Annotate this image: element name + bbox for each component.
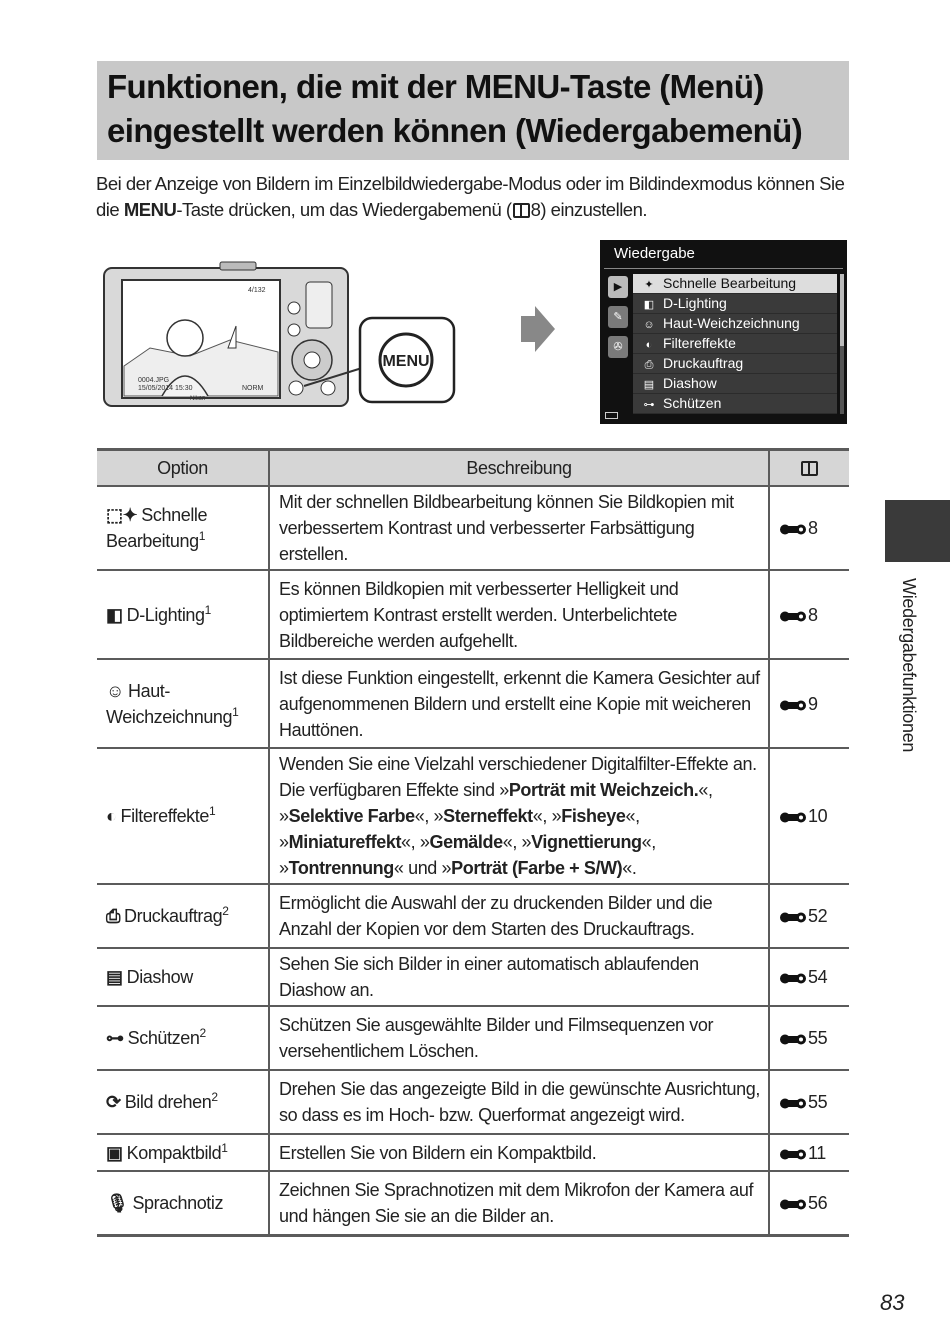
reference-page: 55: [808, 1028, 828, 1048]
menu-item-label: Haut-Weichzeichnung: [663, 315, 800, 331]
setup-icon: ✇: [608, 336, 628, 358]
reference-section-icon: [779, 1034, 807, 1045]
menu-item-label: Schützen: [663, 395, 722, 411]
option-cell: [97, 570, 269, 659]
header-description: Beschreibung: [269, 450, 769, 487]
menu-item-label: Filtereffekte: [663, 335, 736, 351]
header-reference: [769, 450, 849, 487]
table-row: [97, 948, 849, 1006]
menu-key-glyph: MENU: [464, 68, 560, 105]
reference-page: 56: [808, 1192, 828, 1213]
description-cell: Es können Bildkopien mit verbesserter Helligkeit und optimiertem Kontrast erstellt werden. Unterbelichtete Bildbereiche werden aufgehellt.: [269, 570, 769, 659]
arrow-right-icon: [521, 306, 555, 352]
option-icon: ▤: [106, 967, 123, 987]
option-icon: ▣: [106, 1142, 123, 1163]
menu-item-label: D-Lighting: [663, 295, 727, 311]
reference-section-icon: [779, 1199, 807, 1210]
menu-item[interactable]: [633, 394, 837, 414]
option-icon: 🎙: [106, 1192, 129, 1213]
effect-name: Selektive Farbe: [288, 806, 415, 826]
reference-section-icon: [779, 611, 807, 622]
description-cell: Ist diese Funktion eingestellt, erkennt die Kamera Gesichter auf aufgenommenen Bildern und erstellt eine Kopie mit weicheren Hauttönen.: [269, 659, 769, 748]
screen-divider: [604, 268, 843, 269]
option-cell: [97, 1171, 269, 1235]
option-name: Schützen: [127, 1028, 200, 1048]
option-cell: [97, 659, 269, 748]
description-cell: Ermöglicht die Auswahl der zu druckenden Bilder und die Anzahl der Kopien vor dem Starten des Druckauftrags.: [269, 884, 769, 948]
file-number: 0004.JPG: [138, 377, 170, 384]
effect-name: Fisheye: [561, 806, 626, 826]
table-row: [97, 570, 849, 659]
effect-name: Porträt (Farbe + S/W): [451, 858, 623, 878]
options-table: [97, 448, 849, 1237]
description-text: «.: [622, 858, 637, 878]
effect-name: Miniatureffekt: [288, 832, 402, 852]
option-name: Bild drehen: [124, 1092, 212, 1112]
menu-item-icon: ◧: [643, 299, 655, 311]
description-text: «, »: [279, 806, 640, 852]
menu-item[interactable]: [633, 354, 837, 374]
description-cell: Mit der schnellen Bildbearbeitung können Sie Bildkopien mit verbessertem Kontrast und verbesserter Farbsättigung erstellen.: [269, 486, 769, 570]
option-name: Druckauftrag: [124, 906, 223, 926]
table-row: [97, 1171, 849, 1235]
description-cell: Drehen Sie das angezeigte Bild in die gewünschte Ausrichtung, so dass es im Hoch- bzw. Querformat angezeigt wird.: [269, 1070, 769, 1134]
option-cell: [97, 948, 269, 1006]
table-row: [97, 1006, 849, 1070]
reference-cell: [769, 1070, 849, 1134]
reference-page: 54: [808, 967, 828, 987]
option-icon: ◧: [106, 604, 123, 625]
page-number: 83: [880, 1290, 905, 1315]
reference-page: 52: [808, 906, 828, 926]
description-text: «, »: [279, 832, 656, 878]
reference-page: 8: [808, 604, 818, 625]
table-row: [97, 748, 849, 884]
menu-button-label: MENU: [382, 353, 430, 370]
option-icon: ☺: [106, 680, 124, 701]
table-row: [97, 884, 849, 948]
option-name: Haut-Weichzeichnung: [106, 680, 233, 727]
option-icon: ◐: [106, 806, 117, 826]
quality-label: NORM: [242, 385, 264, 392]
battery-icon: [605, 412, 618, 419]
menu-item[interactable]: [633, 374, 837, 394]
description-text: «, »: [414, 806, 444, 826]
menu-item[interactable]: [633, 274, 837, 294]
option-cell: [97, 1070, 269, 1134]
camera-illustration: [100, 256, 460, 412]
reference-section-icon: [779, 912, 807, 923]
page-title: Funktionen, die mit der MENU-Taste (Menü) eingestellt werden können (Wiedergabemenü): [107, 68, 803, 149]
footnote-marker: 1: [204, 602, 211, 617]
effect-name: Gemälde: [429, 832, 503, 852]
option-name: Filtereffekte: [120, 806, 209, 826]
menu-item-icon: ▤: [643, 379, 655, 391]
reference-section-icon: [779, 1149, 807, 1160]
wrench-icon: ✎: [608, 306, 628, 328]
reference-cell: [769, 884, 849, 948]
option-name: D-Lighting: [126, 604, 205, 625]
book-icon: [801, 461, 818, 476]
reference-page: 8: [808, 518, 818, 538]
menu-item-icon: ☺: [643, 319, 655, 331]
effect-name: Sterneffekt: [443, 806, 533, 826]
menu-item-icon: ⎙: [644, 359, 654, 371]
option-icon: ⊶: [106, 1028, 124, 1048]
option-name: Diashow: [126, 967, 193, 987]
option-name: Kompaktbild: [126, 1142, 222, 1163]
menu-item-label: Diashow: [663, 375, 717, 391]
description-cell: Erstellen Sie von Bildern ein Kompaktbild.: [269, 1134, 769, 1171]
description-cell: Sehen Sie sich Bilder in einer automatisch ablaufenden Diashow an.: [269, 948, 769, 1006]
book-icon: [513, 203, 530, 218]
table-row: [97, 1070, 849, 1134]
option-cell: [97, 1134, 269, 1171]
table-row: [97, 1134, 849, 1171]
section-label: Wiedergabefunktionen: [899, 578, 919, 753]
effect-name: Porträt mit Weichzeich.: [508, 780, 699, 800]
table-row: [97, 659, 849, 748]
table-header-row: [97, 450, 849, 487]
reference-cell: [769, 1171, 849, 1235]
footnote-marker: 1: [232, 704, 239, 719]
footnote-marker: 2: [199, 1026, 206, 1040]
brand-label: Nikon: [190, 396, 206, 402]
table-row: [97, 486, 849, 570]
reference-page: 55: [808, 1092, 828, 1112]
reference-section-icon: [779, 524, 807, 535]
reference-section-icon: [779, 700, 807, 711]
option-icon: ⬚✦: [106, 505, 138, 525]
reference-cell: [769, 659, 849, 748]
reference-page: 10: [808, 806, 828, 826]
effect-name: Tontrennung: [288, 858, 394, 878]
menu-item-icon: ◐: [645, 339, 653, 351]
option-cell: [97, 748, 269, 884]
menu-item-label: Druckauftrag: [663, 355, 744, 371]
menu-item-label: Schnelle Bearbeitung: [663, 275, 797, 291]
reference-page: 9: [808, 693, 818, 714]
reference-section-icon: [779, 973, 807, 984]
option-cell: [97, 486, 269, 570]
reference-cell: [769, 1006, 849, 1070]
footnote-marker: 1: [221, 1140, 228, 1155]
date-time: 15/05/2014 15:30: [138, 385, 193, 392]
footnote-marker: 1: [198, 529, 205, 543]
description-text: «, »: [401, 832, 430, 852]
menu-item-icon: ✦: [644, 279, 654, 291]
description-text: Wenden Sie eine Vielzahl verschiedener Digitalfilter-Effekte an. Die verfügbaren Effekte sind »: [279, 754, 757, 800]
option-icon: ⟳: [106, 1092, 121, 1112]
option-icon: ⎙: [106, 906, 120, 926]
reference-cell: [769, 748, 849, 884]
menu-item[interactable]: [633, 334, 837, 354]
description-cell: Schützen Sie ausgewählte Bilder und Filmsequenzen vor versehentlichem Löschen.: [269, 1006, 769, 1070]
effect-name: Vignettierung: [531, 832, 642, 852]
reference-section-icon: [779, 812, 807, 823]
frame-counter: 4/132: [248, 287, 266, 294]
menu-key-glyph: MENU: [123, 199, 177, 220]
menu-item[interactable]: [633, 294, 837, 314]
reference-cell: [769, 948, 849, 1006]
footnote-marker: 2: [222, 904, 229, 918]
menu-item-icon: ⊶: [643, 399, 655, 411]
scrollbar-thumb: [840, 274, 844, 346]
description-text: « und »: [393, 858, 452, 878]
reference-cell: [769, 486, 849, 570]
header-option: Option: [97, 450, 269, 487]
scrollbar: [840, 274, 844, 414]
description-cell: [269, 748, 769, 884]
reference-page: 11: [808, 1142, 826, 1163]
screen-title: Wiedergabe: [614, 245, 695, 262]
footnote-marker: 1: [209, 804, 216, 818]
option-name: Schnelle Bearbeitung: [106, 505, 208, 551]
option-cell: [97, 884, 269, 948]
description-text: «, »: [279, 780, 713, 826]
description-text: «, »: [532, 806, 562, 826]
reference-cell: [769, 570, 849, 659]
reference-section-icon: [779, 1098, 807, 1109]
footnote-marker: 2: [211, 1090, 218, 1104]
reference-cell: [769, 1134, 849, 1171]
option-cell: [97, 1006, 269, 1070]
intro-paragraph: Bei der Anzeige von Bildern im Einzelbildwiedergabe-Modus oder im Bildindexmodus können Sie die MENU-Taste drücken, um das Wiedergabemenü ( 8) einzustellen.: [96, 173, 845, 220]
menu-item[interactable]: [633, 314, 837, 334]
section-tab: [885, 500, 950, 562]
description-text: «, »: [502, 832, 532, 852]
option-name: Sprachnotiz: [132, 1192, 224, 1213]
play-icon: ▶: [608, 276, 628, 298]
menu-screen: [600, 240, 847, 424]
description-cell: Zeichnen Sie Sprachnotizen mit dem Mikrofon der Kamera auf und hängen Sie sie an die Bilder an.: [269, 1171, 769, 1235]
title-banner: [97, 61, 849, 160]
